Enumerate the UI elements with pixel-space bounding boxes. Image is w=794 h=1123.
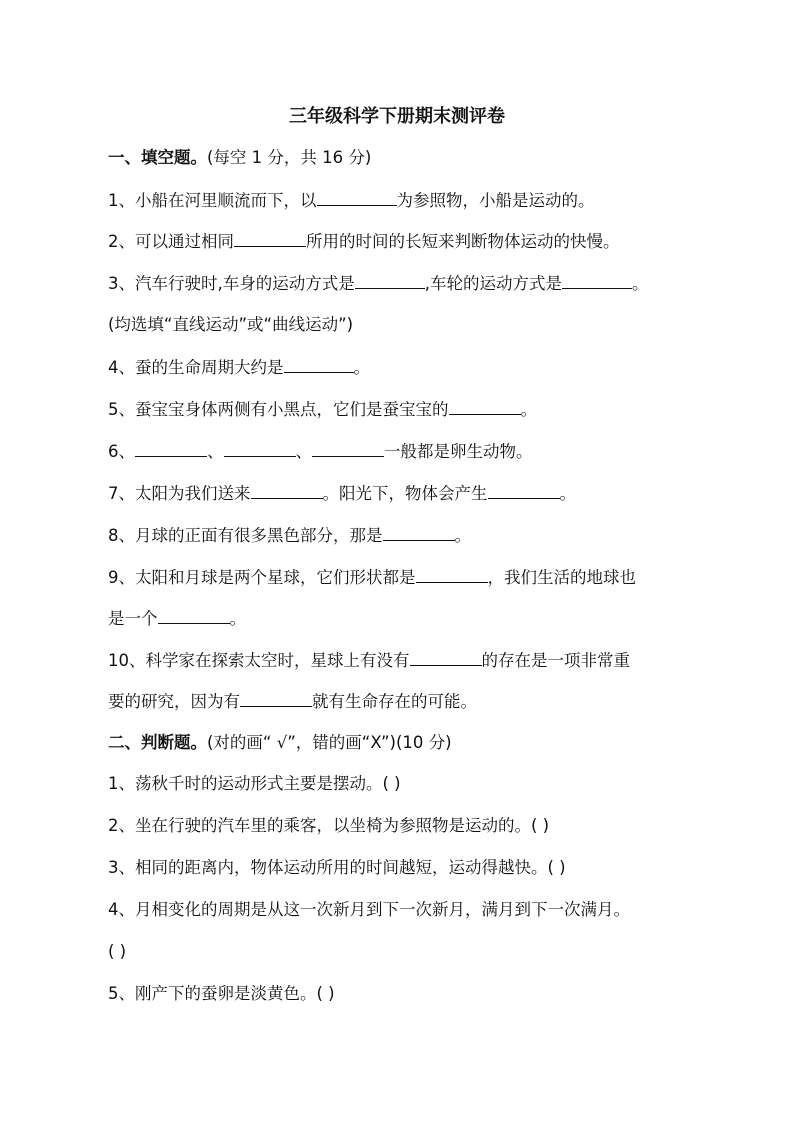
question-3 xyxy=(108,271,649,296)
question-1 xyxy=(108,188,595,213)
question-text: 。 xyxy=(353,358,370,377)
answer-blank[interactable] xyxy=(383,523,455,541)
question-text: 10、科学家在探索太空时，星球上有没有 xyxy=(108,651,410,670)
question-text: 2、可以通过相同 xyxy=(108,232,234,251)
question-text: 、 xyxy=(295,442,312,461)
answer-blank[interactable] xyxy=(416,565,488,583)
answer-blank[interactable] xyxy=(158,606,230,624)
question-text: 。 xyxy=(454,526,471,545)
judge-question-2: 2、坐在行驶的汽车里的乘客，以坐椅为参照物是运动的。( ) xyxy=(108,816,550,835)
answer-blank[interactable] xyxy=(410,648,482,666)
question-text: 4、蚕的生命周期大约是 xyxy=(108,358,284,377)
section-heading-true-false xyxy=(108,731,452,755)
page-title: 三年级科学下册期末测评卷 xyxy=(289,106,505,127)
answer-blank[interactable] xyxy=(355,271,425,289)
question-6 xyxy=(108,439,533,464)
answer-blank[interactable] xyxy=(251,481,323,499)
answer-blank[interactable] xyxy=(135,439,207,457)
question-text: 是一个 xyxy=(108,609,158,628)
answer-blank[interactable] xyxy=(312,439,384,457)
question-text: 1、小船在河里顺流而下，以 xyxy=(108,191,317,210)
question-text: 要的研究，因为有 xyxy=(108,692,240,711)
answer-blank[interactable] xyxy=(234,229,306,247)
section-title: 一、填空题。 xyxy=(108,148,207,167)
question-text: 5、蚕宝宝身体两侧有小黑点，它们是蚕宝宝的 xyxy=(108,400,449,419)
question-text: 。阳光下，物体会产生 xyxy=(322,484,488,503)
section-note: (对的画“ √”，错的画“X”)(10 分) xyxy=(207,733,452,752)
answer-blank[interactable] xyxy=(317,188,397,206)
question-text: 6、 xyxy=(108,442,135,461)
judge-question-3: 3、相同的距离内，物体运动所用的时间越短，运动得越快。( ) xyxy=(108,858,566,877)
question-9 xyxy=(108,565,636,590)
judge-question-4: 4、月相变化的周期是从这一次新月到下一次新月，满月到下一次满月。 xyxy=(108,900,630,919)
question-text: ,车轮的运动方式是 xyxy=(424,274,562,293)
question-text: 为参照物，小船是运动的。 xyxy=(396,191,595,210)
question-text: 。 xyxy=(559,484,576,503)
question-text: 就有生命存在的可能。 xyxy=(312,692,477,711)
answer-blank[interactable] xyxy=(449,397,521,415)
question-text: 3、汽车行驶时,车身的运动方式是 xyxy=(108,274,355,293)
judge-question-4-continued: ( ) xyxy=(108,942,127,961)
section-title: 二、判断题。 xyxy=(108,733,207,752)
question-4 xyxy=(108,355,370,380)
question-10 xyxy=(108,648,630,673)
answer-blank[interactable] xyxy=(488,481,560,499)
section-heading-fill-blank xyxy=(108,146,371,170)
question-text: 8、月球的正面有很多黑色部分，那是 xyxy=(108,526,383,545)
question-text: ，我们生活的地球也 xyxy=(487,568,636,587)
question-text: 。 xyxy=(632,274,649,293)
answer-blank[interactable] xyxy=(284,355,354,373)
question-10-continued xyxy=(108,689,477,714)
question-text: 所用的时间的长短来判断物体运动的快慢。 xyxy=(306,232,620,251)
judge-question-1: 1、荡秋千时的运动形式主要是摆动。( ) xyxy=(108,774,401,793)
answer-blank[interactable] xyxy=(562,271,632,289)
question-text: 。 xyxy=(520,400,537,419)
question-3-note: (均选填“直线运动”或“曲线运动”) xyxy=(108,315,354,334)
question-5 xyxy=(108,397,537,422)
question-text: 、 xyxy=(207,442,224,461)
question-8 xyxy=(108,523,471,548)
section-note: (每空 1 分，共 16 分) xyxy=(207,148,372,167)
answer-blank[interactable] xyxy=(224,439,296,457)
question-2 xyxy=(108,229,620,254)
question-9-continued xyxy=(108,606,246,631)
question-text: 9、太阳和月球是两个星球，它们形状都是 xyxy=(108,568,416,587)
question-text: 。 xyxy=(229,609,246,628)
question-text: 一般都是卵生动物。 xyxy=(384,442,533,461)
question-text: 7、太阳为我们送来 xyxy=(108,484,251,503)
question-text: 的存在是一项非常重 xyxy=(481,651,630,670)
judge-question-5: 5、刚产下的蚕卵是淡黄色。( ) xyxy=(108,984,335,1003)
question-7 xyxy=(108,481,576,506)
answer-blank[interactable] xyxy=(240,689,312,707)
